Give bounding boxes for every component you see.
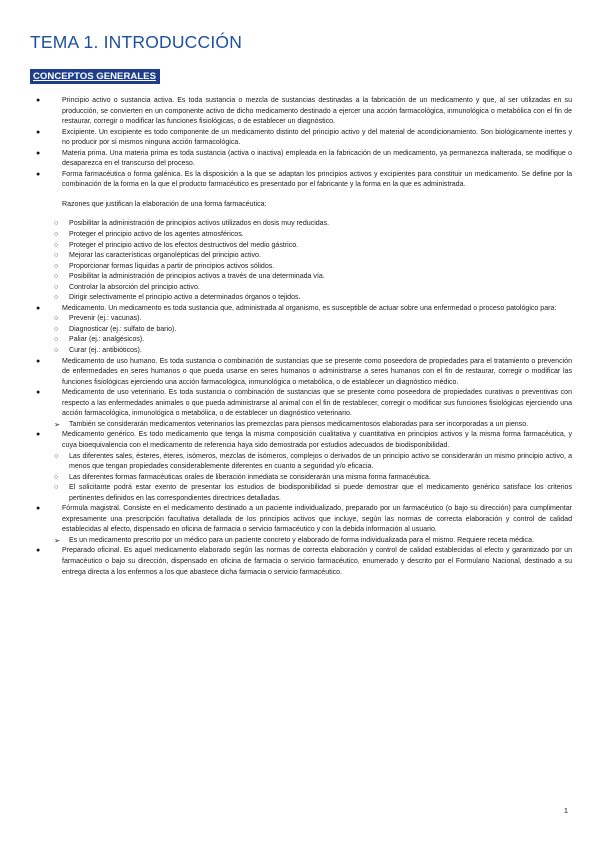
list-item: ● Medicamento. Un medicamento es toda sustancia que, administrada al organismo, es susceptible de actuar sobre una enfermedad o proceso patológico para: ○ Prevenir (ej.: vacunas). ○ Diagnosticar (ej.: sulfato de bario). ○ Paliar (ej.: analgésicos). ○ Curar (ej.: antibióticos). <box>30 304 572 357</box>
list-item: ○ El solicitante podrá estar exento de presentar los estudios de biodisponibilidad si puede demostrar que el medicamento genérico satisface los criterios pertinentes definidos en las correspondientes directrices detalladas. <box>54 484 572 502</box>
list-item: ● Medicamento de uso humano. Es toda sustancia o combinación de sustancias que se presente como poseedora de propiedades para el tratamiento o prevención de enfermedades en seres humanos o que pueda usarse en seres humanos o administrarse a seres humanos con el fin de restaurar, corregir o modificar las funciones fisiológicas ejerciendo una acción farmacológica, inmunológica o metabólica, o de establecer un diagnóstico médico. <box>36 357 572 386</box>
list-item: ● Preparado oficinal. Es aquel medicamento elaborado según las normas de correcta elaboración y control de calidad establecidas al efecto y garantizado por un farmacéutico o bajo su dirección, dispensado en oficina de farmacia o servicio farmacéutico, enumerado y descrito por el Formulario Nacional, destinado a su entrega directa a los enfermos a los que abastece dicha farmacia o servicio farmacéutico. <box>36 547 572 576</box>
list-item: ● Fórmula magistral. Consiste en el medicamento destinado a un paciente individualizado, preparado por un farmacéutico (o bajo su dirección) para cumplimentar expresamente una prescripción facultativa detallada de los principios activos que incluye, según las normas de correcta elaboración y control de calidad establecidas al efecto, dispensado en oficina de farmacia o servicio farmacéutico y con la debida información al usuario. ➢ Es un medicamento prescrito por un médico para un paciente concreto y elaborado de forma individualizada para el mismo. Requiere receta médica. <box>30 504 572 546</box>
list-item: ○ Las diferentes formas farmacéuticas orales de liberación inmediata se considerarán una misma forma farmacéutica. <box>30 473 572 484</box>
bullet-icon: ● <box>36 128 41 136</box>
list-item: ● Excipiente. Un excipiente es todo componente de un medicamento distinto del principio activo y del material de acondicionamiento. Son biológicamente inertes y no producir por sí mismos ninguna acción farmacológica. <box>36 128 572 147</box>
arrow-bullet-icon: ➢ <box>54 535 61 545</box>
circle-bullet-icon: ○ <box>54 484 59 492</box>
circle-bullet-icon: ○ <box>54 283 59 291</box>
list-item: ● Forma farmacéutica o forma galénica. Es la disposición a la que se adaptan los principios activos y excipientes para constituir un medicamento. Se define por la combinación de la forma en la que el producto farmacéutico es presentado por el fabricante y la forma en la que es administrada. Razones que justifican la elaboración de una forma farmacéutica: ○ Posibilitar la administración de principios activos utilizados en dosis muy reducidas. ○ Proteger el principio activo de los agentes atmosféricos. ○ Proteger el principio activo de los efectos destructivos del medio gástrico. ○ Mejorar las características organolépticas del principio activo. ○ Proporcionar formas líquidas a partir de principios activos sólidos. ○ Posibilitar la administración de principios activos a través de una determinada vía. ○ Controlar la absorción del principio activo. ○ Dirigir selectivamente el principio activo a determinados órganos o tejidos. <box>30 170 572 304</box>
concept-list <box>30 96 572 578</box>
page-title: TEMA 1. INTRODUCCIÓN <box>30 32 243 52</box>
circle-bullet-icon: ○ <box>54 273 59 281</box>
bullet-icon: ● <box>36 431 41 439</box>
circle-bullet-icon: ○ <box>54 241 59 249</box>
list-item: ○ Prevenir (ej.: vacunas). <box>30 314 572 325</box>
circle-bullet-icon: ○ <box>54 252 59 260</box>
bullet-icon: ● <box>36 357 41 365</box>
bullet-icon: ● <box>36 304 41 312</box>
circle-bullet-icon: ○ <box>54 231 59 239</box>
circle-bullet-icon: ○ <box>54 315 59 323</box>
razones-list <box>30 219 572 303</box>
list-item: ○ Proteger el principio activo de los efectos destructivos del medio gástrico. <box>30 241 572 252</box>
razones-intro: Razones que justifican la elaboración de una forma farmacéutica: <box>62 200 267 208</box>
list-item: ○ Controlar la absorción del principio activo. <box>30 283 572 294</box>
circle-bullet-icon: ○ <box>54 336 59 344</box>
circle-bullet-icon: ○ <box>54 262 59 270</box>
list-item: ○ Posibilitar la administración de principios activos a través de una determinada vía. <box>30 272 572 283</box>
circle-bullet-icon: ○ <box>54 325 59 333</box>
list-item: ○ Curar (ej.: antibióticos). <box>30 346 572 357</box>
list-item: ● Principio activo o sustancia activa. Es toda sustancia o mezcla de sustancias destinadas a la fabricación de un medicamento y que, al ser utilizadas en su producción, se convierten en un componente activo de dicho medicamento destinado a ejercer una acción farmacológica, inmunológica o metabólica con el fin de restaurar, corregir o modificar las funciones fisiológicas, o de establecer un diagnóstico. <box>36 97 572 126</box>
list-item: ○ Mejorar las características organolépticas del principio activo. <box>30 251 572 262</box>
document-body <box>30 96 572 578</box>
list-item: ● Medicamento de uso veterinario. Es toda sustancia o combinación de sustancias que se presente como poseedora de propiedades curativas o preventivas con respecto a las enfermedades animales o que pueda administrarse al animal con el fin de restablecer, corregir o modificar sus funciones fisiológicas ejerciendo una acción farmacológica, inmunológica o metabólica, o de establecer un diagnóstico veterinario. ➢ También se considerarán medicamentos veterinarios las premezclas para piensos medicamentosos elaboradas para ser incorporadas a un pienso. <box>30 388 572 430</box>
bullet-icon: ● <box>36 170 41 178</box>
list-item: ○ Paliar (ej.: analgésicos). <box>30 335 572 346</box>
circle-bullet-icon: ○ <box>54 347 59 355</box>
generico-sublist <box>30 452 572 505</box>
bullet-icon: ● <box>36 149 41 157</box>
arrow-note: ➢ Es un medicamento prescrito por un médico para un paciente concreto y elaborado de forma individualizada para el mismo. Requiere receta médica. <box>54 535 534 545</box>
list-item: ○ Dirigir selectivamente el principio activo a determinados órganos o tejidos. <box>30 293 572 304</box>
list-item: ● Medicamento genérico. Es todo medicamento que tenga la misma composición cualitativa y cuantitativa en principios activos y la misma forma farmacéutica, y cuya bioequivalencia con el medicamento de referencia haya sido demostrada por estudios adecuados de biodisponibilidad. ○ Las diferentes sales, ésteres, éteres, isómeros, mezclas de isómeros, complejos o derivados de un principio activo se considerarán un mismo principio activo, a menos que tengan propiedades considerablemente diferentes en cuanto a seguridad y/o eficacia. ○ Las diferentes formas farmacéuticas orales de liberación inmediata se considerarán una misma forma farmacéutica. ○ El solicitante podrá estar exento de presentar los estudios de biodisponibilidad si puede demostrar que el medicamento genérico satisface los criterios pertinentes definidos en las correspondientes directrices detalladas. <box>30 430 572 504</box>
list-item: ○ Diagnosticar (ej.: sulfato de bario). <box>30 325 572 336</box>
arrow-bullet-icon: ➢ <box>54 419 61 429</box>
section-heading: CONCEPTOS GENERALES <box>30 69 160 84</box>
bullet-icon: ● <box>36 505 41 513</box>
list-item: ● Materia prima. Una materia prima es toda sustancia (activa o inactiva) empleada en la fabricación de un medicamento, ya permanezca inalterada, se modifique o desaparezca en el transcurso del proceso. <box>36 149 572 168</box>
list-item: ○ Posibilitar la administración de principios activos utilizados en dosis muy reducidas. <box>30 219 572 230</box>
arrow-note: ➢ También se considerarán medicamentos veterinarios las premezclas para piensos medicamentosos elaboradas para ser incorporadas a un pienso. <box>54 419 529 429</box>
list-item: ○ Las diferentes sales, ésteres, éteres, isómeros, mezclas de isómeros, complejos o derivados de un principio activo se considerarán un mismo principio activo, a menos que tengan propiedades considerablemente diferentes en cuanto a seguridad y/o eficacia. <box>54 452 572 471</box>
circle-bullet-icon: ○ <box>54 473 59 481</box>
list-item: ○ Proporcionar formas líquidas a partir de principios activos sólidos. <box>30 262 572 273</box>
bullet-icon: ● <box>36 389 41 397</box>
circle-bullet-icon: ○ <box>54 220 59 228</box>
circle-bullet-icon: ○ <box>54 294 59 302</box>
bullet-icon: ● <box>36 97 41 104</box>
page-number: 1 <box>563 806 568 815</box>
bullet-icon: ● <box>36 547 41 555</box>
medicamento-sublist <box>30 314 572 356</box>
circle-bullet-icon: ○ <box>54 452 59 460</box>
list-item: ○ Proteger el principio activo de los agentes atmosféricos. <box>30 230 572 241</box>
